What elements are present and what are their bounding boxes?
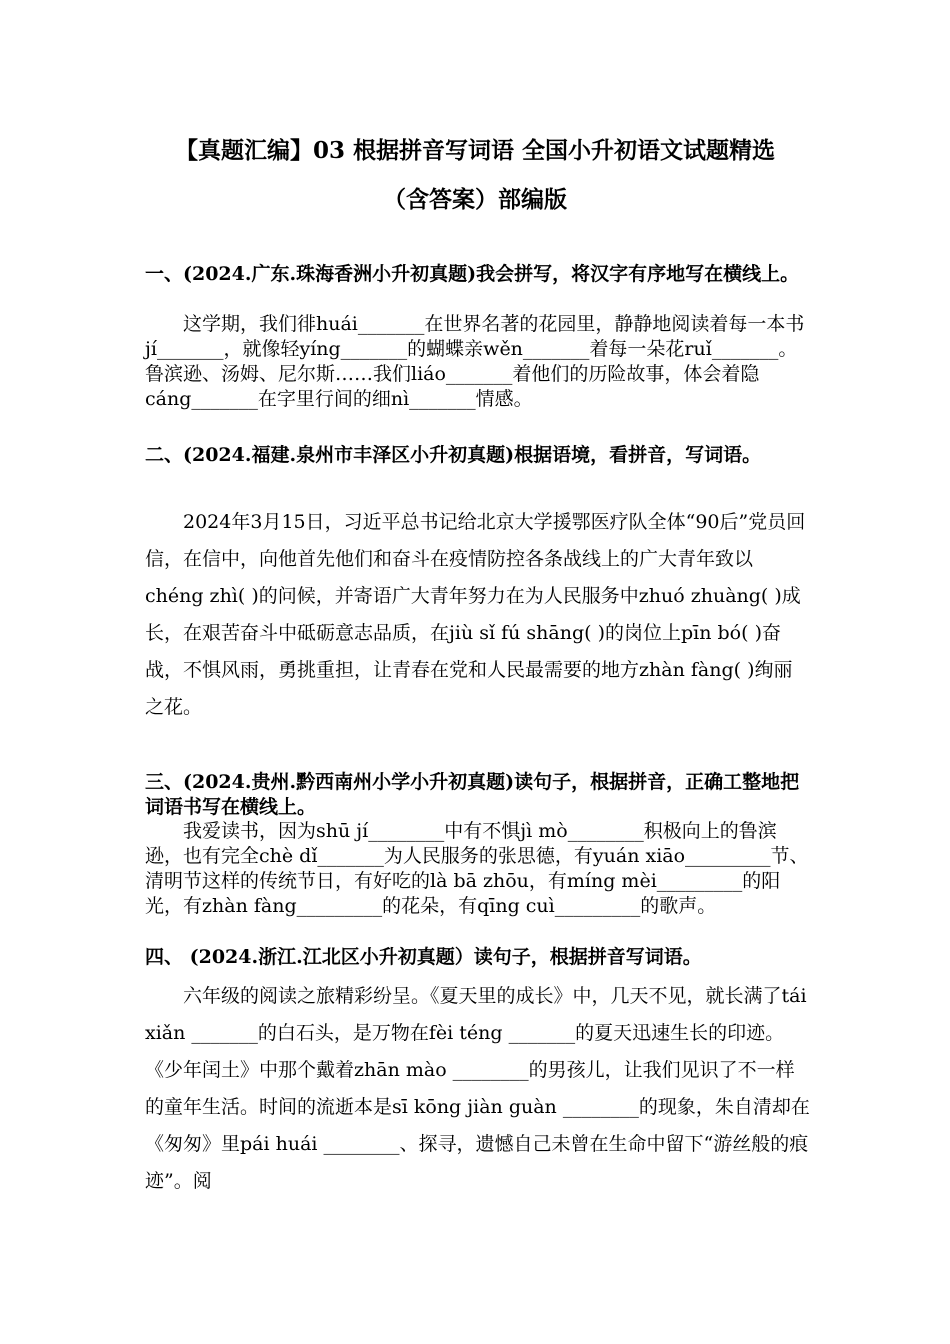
question-4-heading: 四、 (2024.浙江.江北区小升初真题）读句子，根据拼音写词语。 [145,946,702,968]
question-2-heading: 二、(2024.福建.泉州市丰泽区小升初真题)根据语境，看拼音，写词语。 [145,444,762,466]
question-3-body: 我爱读书，因为shū jí________中有不惧jì mò________积极向上的鲁滨逊，也有完全chè dǐ_______为人民服务的张思德，有yuán xiāo_________节、清明节这样的传统节日，有好吃的là bā zhōu，有míng mèi_________的阳光，有zhàn fàng_________的花朵，有qīng cuì_________的歌声。 [145,820,809,917]
question-4-body: 六年级的阅读之旅精彩纷呈。《夏天里的成长》中，几天不见，就长满了tái xiǎn _______的白石头，是万物在fèi téng _______的夏天迅速生长的印迹。《少年闰土》中那个戴着zhān mào ________的男孩儿，让我们见识了不一样的童年生活。时间的流逝本是sī kōng jiàn guàn ________的现象，朱自清却在《匆匆》里pái huái ________、探寻，遗憾自己未曾在生命中留下“游丝般的痕迹”。阅 [145,985,810,1192]
question-3-heading: 三、(2024.贵州.黔西南州小学小升初真题)读句子，根据拼音，正确工整地把词语书写在横线上。 [145,771,800,818]
doc-title-line-1: 【真题汇编】03 根据拼音写词语 全国小升初语文试题精选 [174,137,776,164]
question-1-heading: 一、(2024.广东.珠海香洲小升初真题)我会拼写，将汉字有序地写在横线上。 [145,263,800,285]
doc-title-line-2: （含答案）部编版 [383,186,567,213]
question-2-body: 2024年3月15日，习近平总书记给北京大学援鄂医疗队全体“90后”党员回信，在信中，向他首先他们和奋斗在疫情防控各条战线上的广大青年致以chéng zhì( )的问候，并寄语广大青年努力在为人民服务中zhuó zhuàng( )成长，在艰苦奋斗中砥砺意志品质，在jiù sǐ fú shāng( )的岗位上pīn bó( )奋战，不惧风雨，勇挑重担，让青春在党和人民最需要的地方zhàn fàng( )绚丽之花。 [145,511,806,718]
question-1-body: 这学期，我们徘huái_______在世界名著的花园里，静静地阅读着每一本书jí_______，就像轻yíng_______的蝴蝶亲wěn_______着每一朵花ruǐ_______。鲁滨逊、汤姆、尼尔斯……我们liáo_______着他们的历险故事，体会着隐cáng_______在字里行间的细nì_______情感。 [145,313,805,410]
